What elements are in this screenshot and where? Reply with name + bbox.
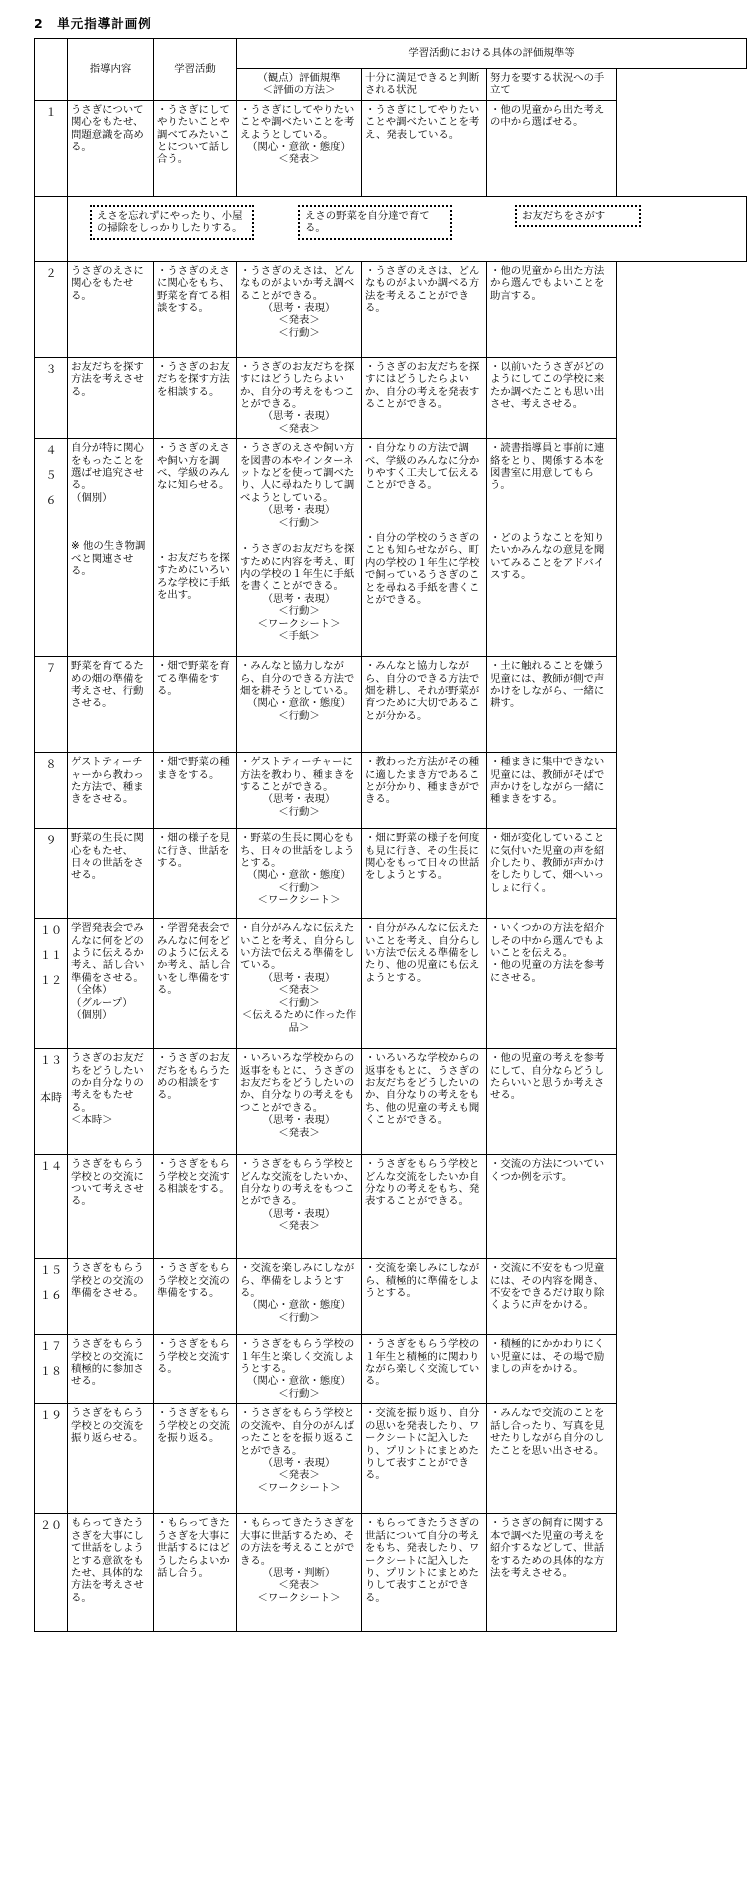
activity-text: ・うさぎにしてやりたいことや調べてみたいことについて話し合う。 xyxy=(157,103,230,166)
unit-plan-table xyxy=(34,38,747,1632)
content-cell xyxy=(68,1514,154,1632)
support-cell xyxy=(487,1155,617,1259)
content-note: ※ 他の生き物調べと関連させる。 xyxy=(71,540,146,578)
satisfied-text: ・うさぎのえさは、どんなものがよいか調べる方法を考えることができる。 xyxy=(365,264,480,315)
dotted-activity-box: お友だちをさがす xyxy=(515,205,641,227)
content-text: もらってきたうさぎを大事にして世話をしようとする意欲をもたせ、具体的な方法を考えさせる。 xyxy=(71,1517,144,1604)
kanten-text: （思考・表現） xyxy=(262,302,336,315)
table-row xyxy=(35,829,747,919)
support-cell xyxy=(487,1049,617,1155)
satisfied-text: ・うさぎにしてやりたいことや調べたいことを考え、発表している。 xyxy=(365,103,480,141)
support-text: ・以前いたうさぎがどのようにしてこの学校に来たか調べたことも思い出させ、考えさせる。 xyxy=(490,360,605,411)
satisfied-cell xyxy=(362,100,487,196)
criteria-cell xyxy=(237,753,362,829)
content-text: うさぎをもらう学校との交流を振り返らせる。 xyxy=(71,1407,144,1445)
criteria-text: ・交流を楽しみにしながら、準備をしようとする。 xyxy=(240,1262,355,1300)
activity-text: ・畑で野菜を育てる準備をする。 xyxy=(157,660,230,698)
table-row xyxy=(35,439,747,657)
criteria-cell xyxy=(237,1514,362,1632)
row-number-text: １３ 本時 xyxy=(40,1054,62,1105)
kanten-text: （思考・表現） xyxy=(262,504,336,517)
satisfied-text: ・みんなと協力しながら、自分のできる方法で畑を耕し、それが野菜が育つために大切であることが分かる。 xyxy=(365,660,480,722)
row-number-text: ４ ５ ６ xyxy=(45,444,57,507)
criteria-cell xyxy=(237,357,362,438)
activity-text: ・うさぎをもらう学校と交流する。 xyxy=(157,1338,230,1376)
content-cell xyxy=(68,1155,154,1259)
satisfied-cell xyxy=(362,1049,487,1155)
content-cell xyxy=(68,1259,154,1335)
criteria-text: ・うさぎにしてやりたいことや調べたいことを考えようとしている。 xyxy=(240,103,355,141)
support-cell xyxy=(487,657,617,753)
satisfied-cell xyxy=(362,1335,487,1404)
support-text: ・いくつかの方法を紹介しその中から選んでもよいことを伝える。 ・他の児童の方法を参考にさせる。 xyxy=(490,922,605,984)
satisfied-text: ・教わった方法がその種に適したまき方であることが分かり、種まきができる。 xyxy=(365,756,480,806)
satisfied-cell xyxy=(362,829,487,919)
activity-cell xyxy=(154,1155,237,1259)
header-evaluation-group: 学習活動における具体の評価規準等 xyxy=(237,39,747,69)
content-cell xyxy=(68,1335,154,1404)
support-text: ・読書指導員と事前に連絡をとり、関係する本を図書室に用意してもらう。 xyxy=(490,442,605,492)
row-number xyxy=(35,1514,68,1632)
row-number-text: １５ １６ xyxy=(40,1264,62,1303)
satisfied-text-2: ・自分の学校のうさぎのことも知らせながら、町内の学校の１年生に学校で飼っているうさぎのことを尋ねる手紙を書くことができる。 xyxy=(365,531,480,606)
activity-text: ・うさぎのお友だちを探す方法を相談する。 xyxy=(157,360,230,398)
support-text: ・みんなで交流のことを話し合ったり、写真を見せたりしながら自分のしたことを思い出させる。 xyxy=(490,1407,605,1457)
kanten-text: （関心・意欲・態度） xyxy=(247,1375,351,1388)
boxes-cell xyxy=(68,196,747,261)
row-number-text: ９ xyxy=(45,834,57,848)
satisfied-cell xyxy=(362,753,487,829)
table-row xyxy=(35,1155,747,1259)
content-text: うさぎのお友だちをどうしたいのか自分なりの考えをもたせる。 ＜本時＞ xyxy=(71,1052,144,1127)
content-cell xyxy=(68,439,154,657)
row-number xyxy=(35,100,68,196)
criteria-text: ・ゲストティーチャーに方法を教わり、種まきをすることができる。 xyxy=(240,756,355,794)
table-row xyxy=(35,1335,747,1404)
table-row xyxy=(35,1404,747,1514)
support-cell xyxy=(487,261,617,357)
criteria-text-2: ・うさぎのお友だちを探すために内容を考え、町内の学校の１年生に手紙を書くことができる。 xyxy=(240,543,355,593)
content-text: 学習発表会でみんなに何をどのように伝えるか考え、話し合い準備をさせる。 （全体） （グループ） （個別） xyxy=(71,922,145,1022)
satisfied-text: ・もらってきたうさぎの世話について自分の考えをもち、発表したり、ワークシートに記入したり、プリントにまとめたりして表すことができる。 xyxy=(365,1517,480,1604)
row-number xyxy=(35,1259,68,1335)
satisfied-text: ・自分なりの方法で調べ、学級のみんなに分かりやすく工夫して伝えることができる。 xyxy=(365,442,480,492)
content-text: 自分が特に関心をもったことを選ばせ追究させる。 （個別） xyxy=(71,442,144,504)
satisfied-text: ・交流を振り返り、自分の思いを発表したり、ワークシートに記入したり、プリントにまとめたりして表すことができる。 xyxy=(365,1407,480,1482)
table-body xyxy=(35,100,747,1631)
criteria-text: ・うさぎをもらう学校との交流や、自分のがんばったことをを振り返ることができる。 xyxy=(240,1407,355,1457)
activity-cell xyxy=(154,1049,237,1155)
activity-cell xyxy=(154,1514,237,1632)
content-cell xyxy=(68,753,154,829)
kanten-text-2: （思考・表現） xyxy=(262,592,336,605)
satisfied-cell xyxy=(362,1404,487,1514)
method-text: ＜行動＞ xyxy=(278,805,320,818)
row-number-text: １９ xyxy=(40,1409,62,1423)
kanten-text: （関心・意欲・態度） xyxy=(247,1299,351,1312)
activity-text: ・うさぎのお友だちをもらうための相談をする。 xyxy=(157,1052,230,1102)
content-text: お友だちを探す方法を考えさせる。 xyxy=(71,360,144,398)
criteria-text: ・野菜の生長に関心をもち、日々の世話をしようとする。 xyxy=(240,832,355,870)
activity-text: ・畑で野菜の種まきをする。 xyxy=(157,756,230,781)
criteria-text: ・みんなと協力しながら、自分のできる方法で畑を耕そうとしている。 xyxy=(240,660,355,698)
table-row xyxy=(35,919,747,1049)
row-number-text: ２０ xyxy=(40,1519,62,1533)
activity-text-2: ・お友だちを探すためにいろいろな学校に手紙を出す。 xyxy=(157,551,230,602)
content-text: うさぎをもらう学校との交流の準備をさせる。 xyxy=(71,1262,144,1300)
support-text: ・土に触れることを嫌う児童には、教師が側で声かけをしながら、一緒に耕す。 xyxy=(490,660,605,710)
kanten-text: （思考・表現） xyxy=(262,410,336,423)
activity-text: ・うさぎをもらう学校と交流の準備をする。 xyxy=(157,1262,230,1300)
content-text: うさぎをもらう学校との交流に積極的に参加させる。 xyxy=(71,1338,144,1388)
criteria-cell xyxy=(237,1335,362,1404)
criteria-text: ・もらってきたうさぎを大事に世話するため、その方法を考えることができる。 xyxy=(240,1517,355,1567)
header-criteria: （観点）評価規準 ＜評価の方法＞ xyxy=(237,69,362,101)
table-row xyxy=(35,100,747,196)
support-cell xyxy=(487,1404,617,1514)
row-number xyxy=(35,357,68,438)
content-cell xyxy=(68,357,154,438)
row-number xyxy=(35,1155,68,1259)
row-number-text: ２ xyxy=(45,266,57,280)
content-cell xyxy=(68,1404,154,1514)
activity-text: ・畑の様子を見に行き、世話をする。 xyxy=(157,832,230,870)
activity-text: ・学習発表会でみんなに何をどのように伝えるか考え、話し合いをし準備をする。 xyxy=(157,922,231,997)
support-text: ・種まきに集中できない児童には、教師がそばで声かけをしながら一緒に種まきをする。 xyxy=(490,756,605,806)
support-text: ・交流に不安をもつ児童には、その内容を聞き、不安をできるだけ取り除くように声をかける。 xyxy=(490,1262,605,1312)
support-text: ・他の児童から出た考えの中から選ばせる。 xyxy=(490,103,605,129)
satisfied-text: ・うさぎをもらう学校の１年生と積極的に関わりながら楽しく交流している。 xyxy=(365,1338,480,1388)
kanten-text: （思考・表現） xyxy=(262,971,336,984)
row-number xyxy=(35,1404,68,1514)
criteria-cell xyxy=(237,1049,362,1155)
support-cell xyxy=(487,100,617,196)
activity-cell xyxy=(154,1335,237,1404)
criteria-cell xyxy=(237,1155,362,1259)
row-number xyxy=(35,829,68,919)
satisfied-text: ・交流を楽しみにしながら、積極的に準備をしようとする。 xyxy=(365,1262,480,1300)
header-activity: 学習活動 xyxy=(154,39,237,101)
satisfied-cell xyxy=(362,357,487,438)
kanten-text: （関心・意欲・態度） xyxy=(247,697,351,710)
header-satisfied: 十分に満足できると判断される状況 xyxy=(362,69,487,101)
method-text: ＜行動＞ ＜ワークシート＞ xyxy=(257,881,341,907)
dotted-activity-box: えさを忘れずにやったり、小屋の掃除をしっかりしたりする。 xyxy=(90,205,254,240)
criteria-cell xyxy=(237,657,362,753)
activity-cell xyxy=(154,919,237,1049)
row-number xyxy=(35,1049,68,1155)
criteria-text: ・うさぎのお友だちを探すにはどうしたらよいか、自分の考えをもつことができる。 xyxy=(240,360,355,411)
activity-cell xyxy=(154,1404,237,1514)
satisfied-cell xyxy=(362,919,487,1049)
criteria-text: ・うさぎのえさは、どんなものがよいか考え調べることができる。 xyxy=(240,264,355,302)
satisfied-cell xyxy=(362,1259,487,1335)
satisfied-text: ・自分がみんなに伝えたいことを考え、自分らしい方法で伝える準備をしたり、他の児童にも伝えようとする。 xyxy=(365,922,480,984)
criteria-text: ・うさぎをもらう学校の１年生と楽しく交流しようとする。 xyxy=(240,1338,355,1376)
row-number xyxy=(35,1335,68,1404)
content-text: うさぎについて関心をもたせ、問題意識を高める。 xyxy=(71,103,144,154)
table-row xyxy=(35,1259,747,1335)
support-text: ・交流の方法についていくつか例を示す。 xyxy=(490,1158,605,1183)
row-number-text: ３ xyxy=(45,362,57,376)
row-number xyxy=(35,657,68,753)
criteria-text: ・いろいろな学校からの返事をもとに、うさぎのお友だちをどうしたいのか、自分なりの考えをもつことができる。 xyxy=(240,1052,355,1114)
support-text: ・うさぎの飼育に関する本で調べた児童の考えを紹介するなどして、世話をするための具体的な方法を考えさせる。 xyxy=(490,1517,605,1579)
criteria-cell xyxy=(237,829,362,919)
content-cell xyxy=(68,657,154,753)
support-cell xyxy=(487,829,617,919)
support-text: ・畑が変化していることに気付いた児童の声を紹介したり、教師が声かけをしたりして、畑へいっしょに行く。 xyxy=(490,832,605,894)
content-text: うさぎをもらう学校との交流について考えさせる。 xyxy=(71,1158,144,1208)
criteria-text: ・うさぎのえさや飼い方を図書の本やインターネットなどを使って調べたり、人に尋ねたりして調べようとしている。 xyxy=(240,442,355,504)
row-number xyxy=(35,439,68,657)
support-cell xyxy=(487,1335,617,1404)
header-number xyxy=(35,39,68,101)
content-cell xyxy=(68,1049,154,1155)
table-row xyxy=(35,261,747,357)
method-text: ＜発表＞ xyxy=(278,1126,320,1139)
table-row xyxy=(35,1514,747,1632)
row-number-text: １４ xyxy=(40,1160,62,1174)
content-text: ゲストティーチャーから教わった方法で、種まきをさせる。 xyxy=(71,756,144,806)
content-text: うさぎのえさに関心をもたせる。 xyxy=(71,264,144,302)
row-number-text: １７ １８ xyxy=(40,1340,62,1379)
activity-cell xyxy=(154,753,237,829)
support-cell xyxy=(487,357,617,438)
criteria-cell xyxy=(237,919,362,1049)
criteria-cell xyxy=(237,1404,362,1514)
satisfied-cell xyxy=(362,261,487,357)
method-text: ＜発表＞ ＜ワークシート＞ xyxy=(257,1579,341,1604)
method-text: ＜発表＞ xyxy=(278,422,320,435)
satisfied-cell xyxy=(362,439,487,657)
criteria-cell xyxy=(237,439,362,657)
satisfied-text: ・うさぎのお友だちを探すにはどうしたらよいか、自分の考えを発表することができる。 xyxy=(365,360,480,411)
content-cell xyxy=(68,261,154,357)
activity-text: ・うさぎをもらう学校との交流を振り返る。 xyxy=(157,1407,230,1445)
support-text: ・他の児童の考えを参考にして、自分ならどうしたらいいと思うか考えさせる。 xyxy=(490,1052,605,1102)
criteria-cell xyxy=(237,100,362,196)
kanten-text: （思考・表現） xyxy=(262,1114,336,1127)
satisfied-cell xyxy=(362,1514,487,1632)
support-text: ・積極的にかかわりにくい児童には、その場で励ましの声をかける。 xyxy=(490,1338,605,1376)
method-text: ＜行動＞ xyxy=(278,516,320,529)
kanten-text: （思考・表現） xyxy=(262,793,336,806)
row-number-text: １ xyxy=(45,105,57,119)
content-cell xyxy=(68,919,154,1049)
row-number-text: １０ １１ １２ xyxy=(40,924,62,987)
support-cell xyxy=(487,1259,617,1335)
support-text: ・他の児童から出た方法から選んでもよいことを助言する。 xyxy=(490,264,605,302)
support-cell xyxy=(487,753,617,829)
kanten-text: （思考・判断） xyxy=(262,1566,336,1579)
content-text: 野菜を育てるための畑の準備を考えさせ、行動させる。 xyxy=(71,660,144,710)
support-cell xyxy=(487,439,617,657)
row-number xyxy=(35,919,68,1049)
kanten-text: （関心・意欲・態度） xyxy=(247,869,351,882)
header-content: 指導内容 xyxy=(68,39,154,101)
satisfied-cell xyxy=(362,657,487,753)
method-text-2: ＜行動＞ ＜ワークシート＞ ＜手紙＞ xyxy=(257,605,341,642)
table-row xyxy=(35,753,747,829)
kanten-text: （思考・表現） xyxy=(262,1456,336,1469)
activity-cell xyxy=(154,357,237,438)
row-number-text: ８ xyxy=(45,758,57,772)
satisfied-text: ・いろいろな学校からの返事をもとに、うさぎのお友だちをどうしたいのか、自分なりの考えをもち、他の児童の考えも聞くことができる。 xyxy=(365,1052,480,1127)
support-cell xyxy=(487,919,617,1049)
dotted-activity-box: えさの野菜を自分達で育てる。 xyxy=(298,205,452,240)
table-row xyxy=(35,657,747,753)
header-support: 努力を要する状況への手立て xyxy=(487,69,617,101)
method-text: ＜発表＞ ＜行動＞ ＜伝えるために作った作品＞ xyxy=(241,984,357,1034)
table-row xyxy=(35,1049,747,1155)
activity-text: ・もらってきたうさぎを大事に世話するにはどうしたらよいか話し合う。 xyxy=(157,1517,230,1579)
row-number xyxy=(35,261,68,357)
satisfied-text: ・うさぎをもらう学校とどんな交流をしたいか自分なりの考えをもち、発表することができる。 xyxy=(365,1158,480,1208)
criteria-cell xyxy=(237,261,362,357)
method-text: ＜発表＞ xyxy=(278,1220,320,1233)
table-row xyxy=(35,357,747,438)
criteria-text: ・自分がみんなに伝えたいことを考え、自分らしい方法で伝える準備をしている。 xyxy=(240,922,355,972)
row-number xyxy=(35,753,68,829)
kanten-text: （関心・意欲・態度） xyxy=(247,141,351,154)
method-text: ＜行動＞ xyxy=(278,709,320,722)
method-text: ＜発表＞ ＜ワークシート＞ xyxy=(257,1469,341,1494)
activity-cell xyxy=(154,1259,237,1335)
satisfied-text: ・畑に野菜の様子を何度も見に行き、その生長に関心をもって日々の世話をしようとする。 xyxy=(365,832,480,882)
method-text: ＜発表＞ ＜行動＞ xyxy=(278,314,320,339)
satisfied-cell xyxy=(362,1155,487,1259)
support-cell xyxy=(487,1514,617,1632)
method-text: ＜行動＞ xyxy=(278,1387,320,1400)
activity-text: ・うさぎのえさや飼い方を調べ、学級のみんなに知らせる。 xyxy=(157,442,230,492)
activity-boxes-row xyxy=(35,196,747,261)
activity-cell xyxy=(154,657,237,753)
section-heading: 2 単元指導計画例 xyxy=(34,16,152,31)
activity-text: ・うさぎをもらう学校と交流する相談をする。 xyxy=(157,1158,230,1196)
method-text: ＜発表＞ xyxy=(278,153,320,166)
content-cell xyxy=(68,100,154,196)
kanten-text: （思考・表現） xyxy=(262,1207,336,1220)
activity-cell xyxy=(154,100,237,196)
content-cell xyxy=(68,829,154,919)
criteria-text: ・うさぎをもらう学校とどんな交流をしたいか、自分なりの考えをもつことができる。 xyxy=(240,1158,355,1208)
support-text-2: ・どのようなことを知りたいかみんなの意見を聞いてみることをアドバイスする。 xyxy=(490,531,605,582)
row-number-text: ７ xyxy=(45,662,57,676)
criteria-cell xyxy=(237,1259,362,1335)
boxes-row-number xyxy=(35,196,68,261)
activity-cell xyxy=(154,439,237,657)
activity-cell xyxy=(154,829,237,919)
activity-text: ・うさぎのえさに関心をもち、野菜を育てる相談をする。 xyxy=(157,264,230,315)
content-text: 野菜の生長に関心をもたせ、日々の世話をさせる。 xyxy=(71,832,144,882)
method-text: ＜行動＞ xyxy=(278,1311,320,1324)
activity-cell xyxy=(154,261,237,357)
